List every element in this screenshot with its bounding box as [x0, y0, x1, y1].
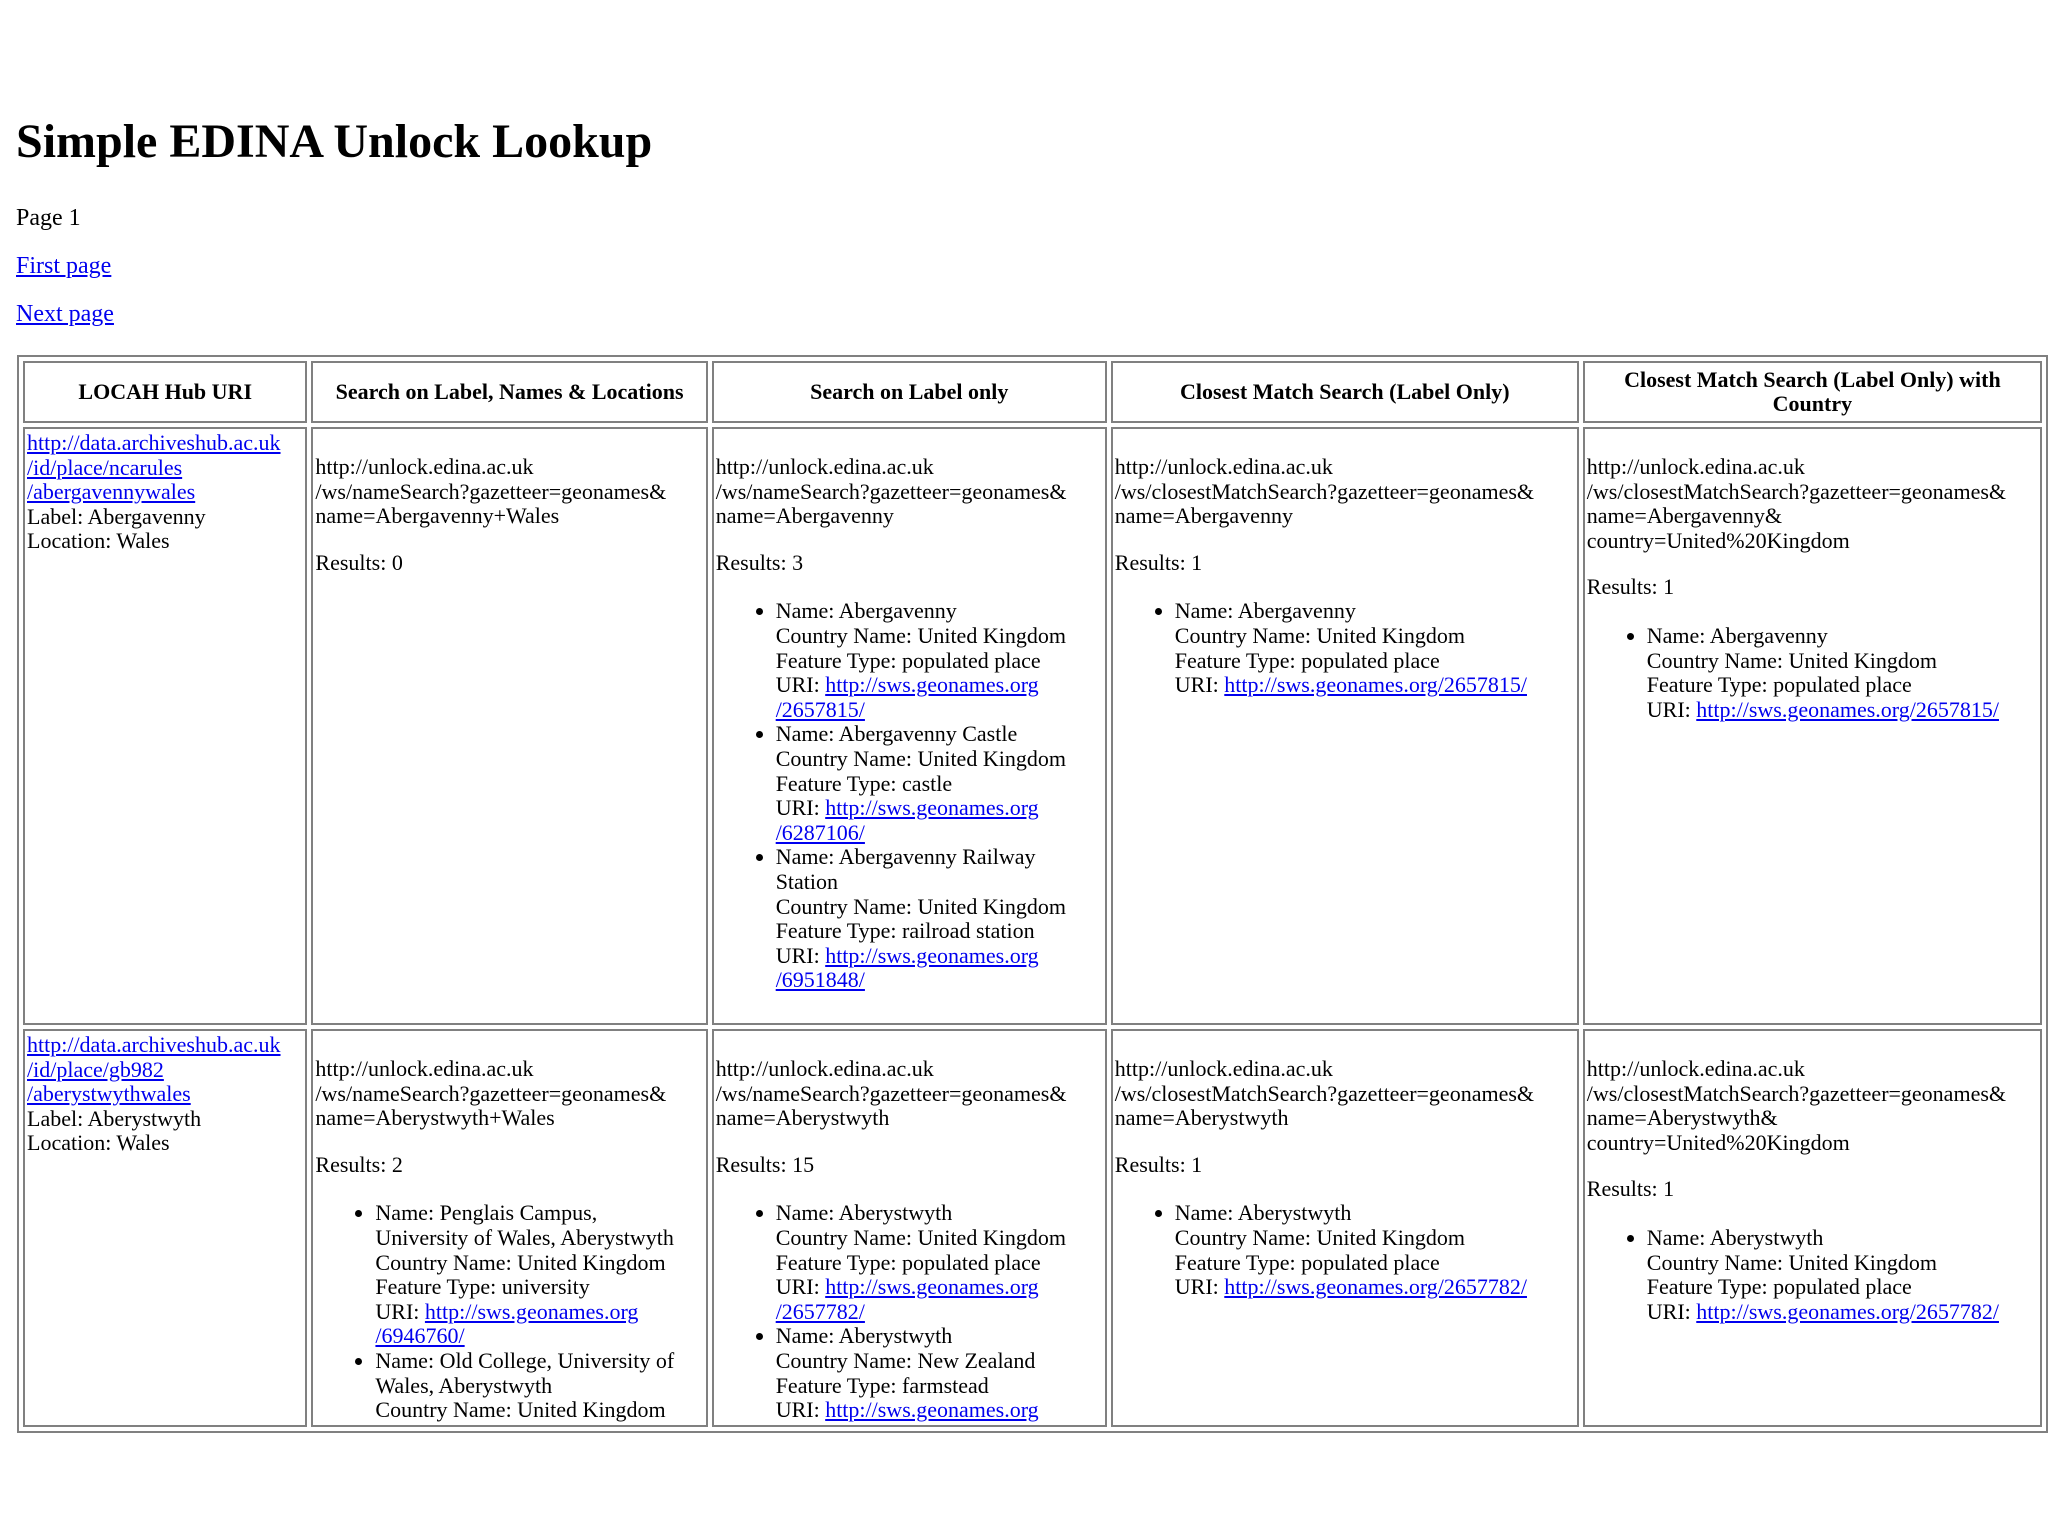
query-url-line: name=Aberystwyth — [715, 1105, 890, 1131]
results-count: Results: 1 — [1114, 1151, 1203, 1177]
geonames-uri-link[interactable]: http://sws.geonames.org — [825, 1397, 1039, 1423]
item-uri-prefix: URI: — [775, 1274, 826, 1300]
item-name: Name: Old College, University of — [375, 1347, 675, 1373]
item-name: Name: Abergavenny — [775, 598, 957, 624]
hub-cell — [23, 427, 307, 1025]
item-name: Wales, Aberystwyth — [375, 1372, 553, 1398]
query-url-line: http://unlock.edina.ac.uk — [1114, 1056, 1333, 1081]
list-item — [776, 1201, 1103, 1324]
result-list — [1587, 624, 2038, 722]
item-country: Country Name: United Kingdom — [1174, 622, 1466, 648]
header-closest-match: Closest Match Search (Label Only) — [1111, 361, 1579, 423]
item-name: Name: Abergavenny Railway — [775, 844, 1036, 870]
item-country: Country Name: United Kingdom — [775, 622, 1066, 648]
table-row — [23, 427, 2042, 1025]
item-name: Name: Aberystwyth — [1646, 1224, 1824, 1250]
item-country: Country Name: United Kingdom — [375, 1249, 666, 1275]
query-url — [315, 455, 703, 529]
query-url-line: /ws/nameSearch?gazetteer=geonames& — [715, 478, 1067, 504]
results-count: Results: 0 — [315, 549, 403, 575]
item-name: Name: Abergavenny Castle — [775, 721, 1018, 747]
query-url — [716, 1057, 1103, 1131]
item-feature-type: Feature Type: populated place — [1174, 1249, 1440, 1275]
query-url — [1115, 455, 1575, 529]
table-body — [23, 427, 2042, 1427]
result-cell — [1583, 427, 2042, 1025]
header-closest-match-country: Closest Match Search (Label Only) with Country — [1583, 361, 2042, 423]
result-cell — [1111, 1029, 1579, 1427]
query-url-line: http://unlock.edina.ac.uk — [315, 1056, 534, 1081]
item-uri-prefix: URI: — [775, 1397, 826, 1423]
result-cell — [1583, 1029, 2042, 1427]
list-item — [1647, 1226, 2038, 1324]
geonames-uri-link[interactable]: http://sws.geonames.org — [825, 672, 1039, 698]
hub-uri-link[interactable]: http://data.archiveshub.ac.uk — [27, 1032, 281, 1057]
item-feature-type: Feature Type: castle — [775, 770, 953, 796]
geonames-uri-link[interactable]: http://sws.geonames.org/2657782/ — [1224, 1274, 1527, 1300]
geonames-uri-link[interactable]: http://sws.geonames.org — [825, 1274, 1039, 1300]
item-uri-prefix: URI: — [775, 795, 826, 821]
header-row — [23, 361, 2042, 423]
item-country: Country Name: United Kingdom — [775, 893, 1066, 919]
item-country: Country Name: United Kingdom — [1646, 647, 1938, 673]
geonames-uri-link[interactable]: http://sws.geonames.org/2657815/ — [1696, 696, 1999, 722]
item-country: Country Name: United Kingdom — [1174, 1224, 1466, 1250]
geonames-uri-link[interactable]: /6287106/ — [775, 819, 865, 845]
item-name: Name: Penglais Campus, — [375, 1200, 598, 1226]
list-item — [776, 1324, 1103, 1422]
item-uri-prefix: URI: — [775, 672, 826, 698]
item-feature-type: Feature Type: populated place — [775, 1249, 1041, 1275]
results-table — [17, 355, 2048, 1433]
query-url-line: name=Aberystwyth+Wales — [315, 1105, 555, 1131]
hub-label: Label: Abergavenny — [27, 503, 206, 529]
result-list — [716, 599, 1103, 993]
page-number: Page 1 — [16, 205, 81, 231]
query-url-line: name=Abergavenny — [715, 503, 894, 529]
page-title: Simple EDINA Unlock Lookup — [16, 115, 653, 168]
query-url-line: country=United%20Kingdom — [1586, 1129, 1850, 1155]
result-cell — [311, 1029, 707, 1427]
geonames-uri-link[interactable]: http://sws.geonames.org/2657782/ — [1696, 1298, 1999, 1324]
item-country: Country Name: United Kingdom — [775, 1224, 1066, 1250]
hub-uri — [27, 431, 303, 505]
item-feature-type: Feature Type: populated place — [775, 647, 1041, 673]
item-country: Country Name: New Zealand — [775, 1347, 1036, 1373]
query-url-line: country=United%20Kingdom — [1586, 527, 1850, 553]
result-cell — [712, 1029, 1107, 1427]
query-url-line: name=Abergavenny& — [1586, 503, 1783, 529]
item-uri-prefix: URI: — [1174, 672, 1225, 698]
item-name: Name: Abergavenny — [1646, 622, 1828, 648]
geonames-uri-link[interactable]: /2657782/ — [775, 1298, 865, 1324]
query-url-line: /ws/closestMatchSearch?gazetteer=geonames& — [1586, 478, 2007, 504]
item-name: University of Wales, Aberystwyth — [375, 1224, 674, 1250]
results-count: Results: 2 — [315, 1151, 403, 1177]
result-cell — [1111, 427, 1579, 1025]
item-country: Country Name: United Kingdom — [775, 745, 1066, 771]
query-url-line: http://unlock.edina.ac.uk — [315, 454, 534, 479]
list-item — [1175, 1201, 1575, 1299]
geonames-uri-link[interactable]: http://sws.geonames.org/2657815/ — [1224, 672, 1527, 698]
result-list — [315, 1201, 703, 1422]
geonames-uri-link[interactable]: http://sws.geonames.org — [825, 942, 1039, 968]
results-count: Results: 3 — [715, 549, 804, 575]
geonames-uri-link[interactable]: /6946760/ — [375, 1323, 465, 1349]
item-name: Name: Aberystwyth — [775, 1200, 953, 1226]
hub-uri-link[interactable]: http://data.archiveshub.ac.uk — [27, 430, 281, 455]
hub-uri-link[interactable]: /aberystwythwales — [27, 1081, 191, 1107]
list-item — [776, 722, 1103, 845]
results-count: Results: 1 — [1586, 1176, 1675, 1202]
header-hub-uri: LOCAH Hub URI — [23, 361, 307, 423]
hub-uri-link[interactable]: /id/place/gb982 — [27, 1056, 164, 1082]
item-feature-type: Feature Type: populated place — [1174, 647, 1440, 673]
result-list — [1587, 1226, 2038, 1324]
result-list — [1115, 1201, 1575, 1299]
query-url — [716, 455, 1103, 529]
query-url-line: http://unlock.edina.ac.uk — [1114, 454, 1333, 479]
hub-uri — [27, 1033, 303, 1107]
result-list — [716, 1201, 1103, 1422]
query-url — [315, 1057, 703, 1131]
item-feature-type: Feature Type: university — [375, 1274, 590, 1300]
hub-cell — [23, 1029, 307, 1427]
list-item — [776, 845, 1103, 993]
hub-uri-link[interactable]: /id/place/ncarules — [27, 454, 183, 480]
query-url-line: name=Aberystwyth — [1114, 1105, 1289, 1131]
item-feature-type: Feature Type: populated place — [1646, 1274, 1912, 1300]
table-row — [23, 1029, 2042, 1427]
item-uri-prefix: URI: — [1174, 1274, 1225, 1300]
result-cell — [712, 427, 1107, 1025]
results-count: Results: 15 — [715, 1151, 815, 1177]
query-url — [1587, 1057, 2038, 1155]
hub-location: Location: Wales — [27, 1130, 170, 1156]
header-search-label-only: Search on Label only — [712, 361, 1107, 423]
query-url-line: /ws/nameSearch?gazetteer=geonames& — [715, 1080, 1067, 1106]
next-page-link[interactable]: Next page — [16, 301, 114, 327]
query-url-line: /ws/closestMatchSearch?gazetteer=geonames& — [1114, 1080, 1535, 1106]
item-uri-prefix: URI: — [775, 942, 826, 968]
result-cell — [311, 427, 707, 1025]
geonames-uri-link[interactable]: /2657815/ — [775, 696, 865, 722]
query-url-line: /ws/nameSearch?gazetteer=geonames& — [315, 1080, 667, 1106]
geonames-uri-link[interactable]: http://sws.geonames.org — [424, 1298, 639, 1324]
geonames-uri-link[interactable]: /6951848/ — [775, 967, 865, 993]
list-item — [375, 1349, 703, 1423]
first-page-link[interactable]: First page — [16, 253, 112, 279]
query-url-line: name=Abergavenny+Wales — [315, 503, 560, 529]
results-count: Results: 1 — [1586, 574, 1675, 600]
query-url — [1115, 1057, 1575, 1131]
header-search-label-names-locations: Search on Label, Names & Locations — [311, 361, 707, 423]
item-feature-type: Feature Type: populated place — [1646, 672, 1912, 698]
query-url-line: name=Aberystwyth& — [1586, 1105, 1778, 1131]
result-list — [1115, 599, 1575, 697]
item-feature-type: Feature Type: farmstead — [775, 1372, 989, 1398]
hub-location: Location: Wales — [27, 528, 170, 554]
item-uri-prefix: URI: — [375, 1298, 425, 1324]
list-item — [1175, 599, 1575, 697]
list-item — [375, 1201, 703, 1349]
query-url-line: /ws/nameSearch?gazetteer=geonames& — [315, 478, 667, 504]
item-name: Name: Abergavenny — [1174, 598, 1356, 624]
geonames-uri-link[interactable]: http://sws.geonames.org — [825, 795, 1039, 821]
results-count: Results: 1 — [1114, 549, 1203, 575]
item-country: Country Name: United Kingdom — [375, 1397, 666, 1423]
list-item — [1647, 624, 2038, 722]
hub-uri-link[interactable]: /abergavennywales — [27, 479, 196, 505]
item-feature-type: Feature Type: railroad station — [775, 918, 1035, 944]
item-name: Name: Aberystwyth — [1174, 1200, 1352, 1226]
query-url-line: name=Abergavenny — [1114, 503, 1293, 529]
item-uri-prefix: URI: — [1646, 696, 1697, 722]
item-uri-prefix: URI: — [1646, 1298, 1697, 1324]
query-url-line: http://unlock.edina.ac.uk — [1586, 454, 1805, 479]
hub-label: Label: Aberystwyth — [27, 1105, 202, 1131]
query-url-line: http://unlock.edina.ac.uk — [715, 454, 934, 479]
query-url-line: http://unlock.edina.ac.uk — [1586, 1056, 1805, 1081]
item-country: Country Name: United Kingdom — [1646, 1249, 1938, 1275]
query-url-line: /ws/closestMatchSearch?gazetteer=geonames& — [1114, 478, 1535, 504]
query-url-line: /ws/closestMatchSearch?gazetteer=geonames& — [1586, 1080, 2007, 1106]
list-item — [776, 599, 1103, 722]
query-url-line: http://unlock.edina.ac.uk — [715, 1056, 934, 1081]
item-name: Station — [775, 868, 839, 894]
item-name: Name: Aberystwyth — [775, 1323, 953, 1349]
query-url — [1587, 455, 2038, 553]
